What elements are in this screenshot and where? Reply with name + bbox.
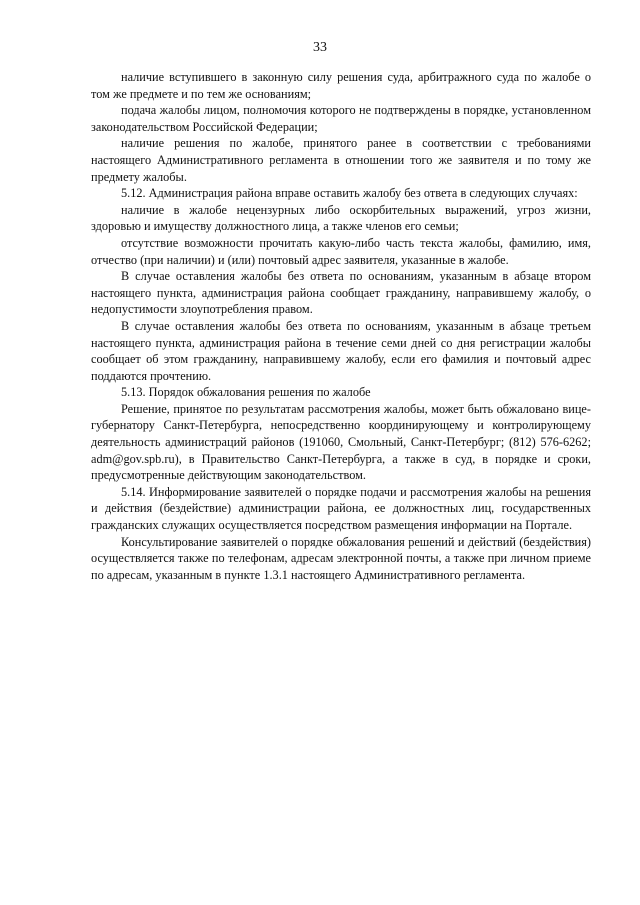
paragraph: наличие вступившего в законную силу решения суда, арбитражного суда по жалобе о том же предмете и по тем же основаниям; — [91, 70, 591, 101]
section-heading-5-13: 5.13. Порядок обжалования решения по жалобе — [121, 385, 371, 400]
page-number: 33 — [313, 40, 327, 55]
paragraph: Консультирование заявителей о порядке обжалования решений и действий (бездействия) осуществляется также по телефонам, адресам электронной почты, а также при личном приеме по адресам, указанным в пункте 1.3.1 настоящего Административного регламента. — [91, 534, 591, 582]
paragraph: отсутствие возможности прочитать какую-либо часть текста жалобы, фамилию, имя, отчество (при наличии) и (или) почтовый адрес заявителя, указанные в жалобе. — [91, 235, 591, 267]
paragraph: В случае оставления жалобы без ответа по основаниям, указанным в абзаце втором настоящего пункта, администрация района сообщает гражданину, направившему жалобу, о недопустимости злоупотребления правом. — [91, 269, 591, 317]
paragraph: наличие решения по жалобе, принятого ранее в соответствии с требованиями настоящего Административного регламента в отношении того же заявителя и по тому же предмету жалобы. — [91, 136, 591, 184]
paragraph: Решение, принятое по результатам рассмотрения жалобы, может быть обжаловано вице-губернатору Санкт-Петербурга, непосредственно координирующему и контролирующему деятельность администраций районов (191060, Смольный, Санкт-Петербург; (812) 576-6262; adm@gov.spb.ru), в Правительство Санкт-Петербурга, а также в суд, в порядке и сроки, предусмотренные действующим законодательством. — [91, 401, 591, 483]
paragraph: наличие в жалобе нецензурных либо оскорбительных выражений, угроз жизни, здоровью и имуществу должностного лица, а также членов его семьи; — [91, 202, 591, 234]
section-paragraph-5-14: 5.14. Информирование заявителей о порядке подачи и рассмотрения жалобы на решения и действия (бездействие) администрации района, ее должностных лиц, государственных гражданских служащих осуществляется посредством размещения информации на Портале. — [91, 484, 591, 533]
paragraph: подача жалобы лицом, полномочия которого не подтверждены в порядке, установленном законодательством Российской Федерации; — [91, 103, 591, 134]
document-body — [91, 69, 591, 583]
paragraph: В случае оставления жалобы без ответа по основаниям, указанным в абзаце третьем настоящего пункта, администрация района в течение семи дней со дня регистрации жалобы сообщает об этом гражданину, направившему жалобу, если его фамилия и почтовый адрес поддаются прочтению. — [91, 318, 591, 383]
section-paragraph-5-12: 5.12. Администрация района вправе оставить жалобу без ответа в следующих случаях: — [121, 186, 578, 201]
